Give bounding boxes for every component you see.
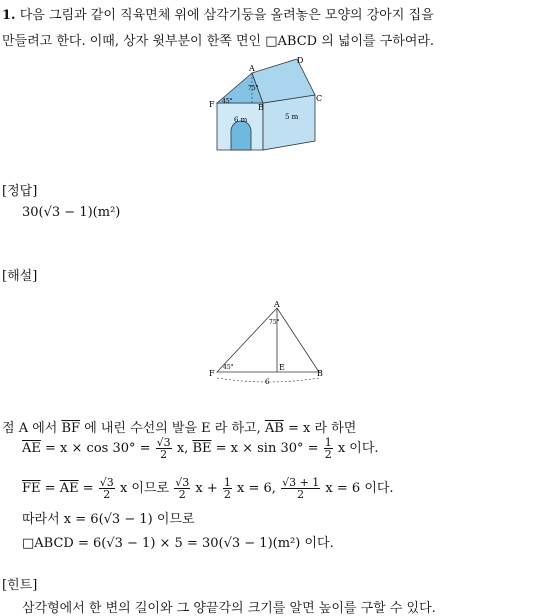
door bbox=[231, 121, 251, 150]
segment-be: $\overline{BE}$ bbox=[192, 441, 212, 456]
explanation-line-2 bbox=[22, 437, 379, 460]
exp-l1-b: 에 내린 수선의 발을 E 라 하고, bbox=[84, 421, 261, 436]
box-side bbox=[263, 95, 315, 150]
tri-angle-45: 45° bbox=[223, 364, 234, 371]
fraction-l3-2: $\frac{√3}{2}$ bbox=[175, 476, 190, 501]
label-angle-45: 45° bbox=[222, 98, 233, 105]
label-a: A bbox=[249, 64, 255, 73]
answer-value: 30(√3 − 1)(m²) bbox=[22, 205, 121, 220]
triangle-afb bbox=[217, 308, 319, 372]
label-c: C bbox=[316, 94, 323, 103]
exp-l3-e: x = 6 이다. bbox=[325, 481, 394, 496]
fraction-l3-4: $\frac{√3 + 1}{2}$ bbox=[282, 476, 320, 501]
segment-ab: $\overline{AB}$ bbox=[264, 421, 284, 436]
exp-l3-b: x 이므로 bbox=[119, 481, 170, 496]
segment-ae-2: $\overline{AE}$ bbox=[59, 481, 79, 496]
segment-fe: $\overline{FE}$ bbox=[22, 481, 41, 496]
problem-number: 1. bbox=[2, 8, 16, 23]
exp-l2-a: = x × cos 30° = bbox=[45, 441, 151, 456]
label-angle-75: 75° bbox=[248, 85, 259, 92]
fraction-l3-3: $\frac{1}{2}$ bbox=[223, 476, 231, 501]
label-d: D bbox=[297, 56, 304, 65]
hint-text: 삼각형에서 한 변의 길이와 그 양끝각의 크기를 알면 높이를 구할 수 있다. bbox=[22, 601, 436, 616]
tri-label-b: B bbox=[317, 369, 323, 378]
tri-label-e: E bbox=[279, 363, 285, 372]
exp-l3-c: x + bbox=[195, 481, 218, 496]
exp-l3-eq: = bbox=[44, 481, 56, 496]
explanation-heading: [해설] bbox=[2, 269, 38, 284]
label-6m: 6 m bbox=[234, 116, 248, 124]
hint-heading: [힌트] bbox=[2, 578, 38, 593]
explanation-line-3 bbox=[22, 477, 394, 500]
problem-text-1: 다음 그림과 같이 직육면체 위에 삼각기둥을 올려놓은 모양의 강아지 집을 bbox=[19, 8, 434, 23]
problem-text-2: 만들려고 한다. 이때, 상자 윗부분이 한쪽 면인 □ABCD 의 넓이를 구하여라. bbox=[2, 34, 435, 49]
fraction-l3-1: $\frac{√3}{2}$ bbox=[99, 476, 114, 501]
tri-label-f: F bbox=[209, 369, 215, 378]
fraction-sqrt3-over-2: $\frac{√3}{2}$ bbox=[156, 436, 171, 461]
segment-bf: $\overline{BF}$ bbox=[61, 421, 81, 436]
exp-l1-c: = x 라 하면 bbox=[287, 421, 357, 436]
exp-l3-d: x = 6, bbox=[237, 481, 276, 496]
tri-label-a: A bbox=[274, 300, 280, 309]
exp-l2-b: x, bbox=[176, 441, 189, 456]
fraction-1-over-2: $\frac{1}{2}$ bbox=[324, 436, 332, 461]
triangle-figure bbox=[205, 298, 330, 386]
problem-line-2 bbox=[2, 30, 434, 49]
label-b: B bbox=[258, 103, 264, 112]
answer-heading: [정답] bbox=[2, 184, 38, 199]
explanation-line-1 bbox=[2, 417, 356, 436]
explanation-line-4: 따라서 x = 6(√3 − 1) 이므로 bbox=[22, 512, 195, 527]
explanation-line-5: □ABCD = 6(√3 − 1) × 5 = 30(√3 − 1)(m²) 이다. bbox=[22, 536, 334, 551]
label-5m: 5 m bbox=[285, 113, 299, 121]
segment-ae: $\overline{AE}$ bbox=[22, 441, 41, 456]
dog-house-figure bbox=[205, 55, 330, 155]
exp-l2-d: x 이다. bbox=[337, 441, 379, 456]
problem-line-1 bbox=[2, 4, 434, 23]
tri-angle-75: 75° bbox=[269, 319, 280, 326]
exp-l2-c: = x × sin 30° = bbox=[215, 441, 319, 456]
label-f: F bbox=[209, 100, 215, 109]
roof-top-abcd bbox=[252, 59, 315, 103]
exp-l1-a: 점 A 에서 bbox=[2, 421, 58, 436]
tri-len-6: 6 bbox=[265, 378, 270, 386]
exp-l3-a: = bbox=[82, 481, 94, 496]
